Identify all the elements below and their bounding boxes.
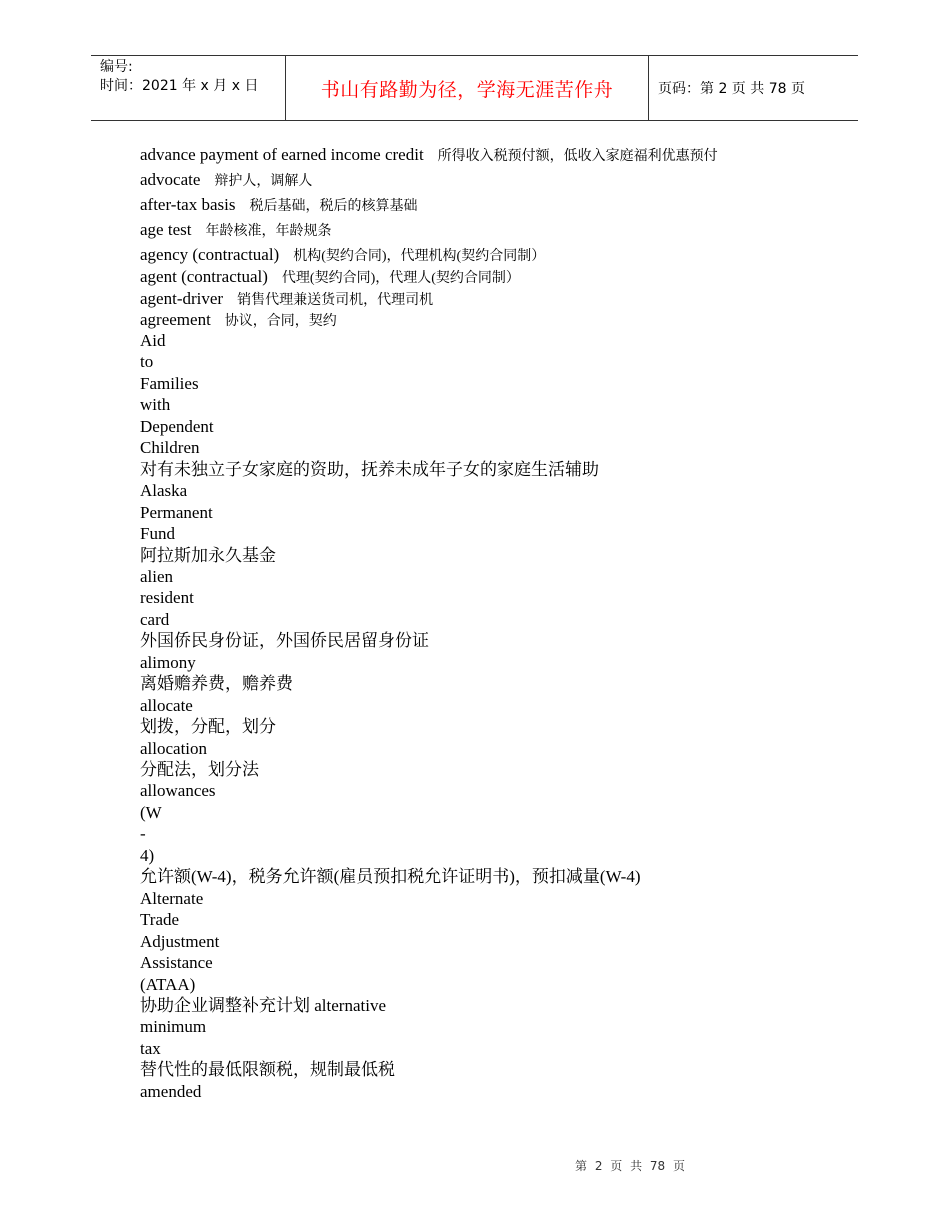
entry-definition: 税后基础，税后的核算基础 [249,199,418,214]
glossary-entry [140,245,545,267]
footer-page-number: 第 2 页 共 78 页 [575,1159,685,1173]
document-header [91,55,858,121]
glossary-line: Children [140,438,200,457]
entry-definition: 机构(契约合同)，代理机构(契约合同制） [293,249,546,264]
glossary-line: 阿拉斯加永久基金 [140,546,276,565]
glossary-line: 分配法，划分法 [140,760,259,779]
glossary-line: Alaska [140,481,188,500]
glossary-line: 允许额(W-4)，税务允许额(雇员预扣税允许证明书)，预扣减量(W-4) [140,867,641,886]
glossary-line: to [140,352,154,371]
glossary-entry [140,310,337,332]
glossary-entry [140,195,417,217]
glossary-line: allocate [140,696,193,715]
glossary-line: Families [140,374,199,393]
glossary-line: allowances [140,781,216,800]
entry-term: agent (contractual) [140,267,268,286]
header-page-cell [649,56,858,120]
page-footer [0,1157,950,1174]
header-meta-cell [91,56,286,120]
entry-term: age test [140,220,192,239]
glossary-line: Fund [140,524,175,543]
glossary-entry [140,267,520,289]
glossary-entry [140,289,433,311]
glossary-line: 划拨，分配，划分 [140,717,276,736]
header-motto-cell [286,56,649,120]
glossary-line: - [140,824,146,843]
glossary-line: alimony [140,653,196,672]
glossary-line: card [140,610,170,629]
glossary-line: tax [140,1039,161,1058]
glossary-entry [140,170,312,192]
entry-term: agent-driver [140,289,224,308]
motto-text: 书山有路勤为径，学海无涯苦作舟 [320,78,614,101]
glossary-line: Aid [140,331,166,350]
entry-term: agreement [140,310,211,329]
entry-definition: 所得收入税预付额，低收入家庭福利优惠预付 [437,149,718,164]
entry-term: agency (contractual) [140,245,280,264]
glossary-line: 协助企业调整补充计划 alternative [140,996,386,1015]
entry-definition: 年龄核准，年龄规条 [205,224,332,239]
glossary-line: Permanent [140,503,213,522]
entry-definition: 代理(契约合同)，代理人(契约合同制） [281,271,520,286]
glossary-line: 4) [140,846,155,865]
glossary-entry [140,145,718,167]
glossary-line: (ATAA) [140,975,196,994]
glossary-line: Assistance [140,953,213,972]
serial-label: 编号: [100,59,133,75]
glossary-line: 离婚赡养费，赡养费 [140,674,293,693]
glossary-line: (W [140,803,162,822]
entry-term: after-tax basis [140,195,236,214]
date-label: 时间：2021 年 x 月 x 日 [100,78,259,94]
entry-term: advance payment of earned income credit [140,145,424,164]
glossary-line: Alternate [140,889,204,908]
page-info: 页码：第 2 页 共 78 页 [658,81,805,97]
entry-definition: 辩护人，调解人 [214,174,313,189]
entry-definition: 协议，合同，契约 [224,314,337,329]
glossary-line: Dependent [140,417,214,436]
glossary-line: Trade [140,910,180,929]
glossary-line: with [140,395,171,414]
glossary-line: 替代性的最低限额税，规制最低税 [140,1060,395,1079]
glossary-entry [140,220,331,242]
glossary-line: Adjustment [140,932,220,951]
glossary-line: amended [140,1082,202,1101]
entry-term: advocate [140,170,201,189]
entry-definition: 销售代理兼送货司机，代理司机 [237,293,434,308]
glossary-line: resident [140,588,194,607]
glossary-line: alien [140,567,174,586]
glossary-line: 对有未独立子女家庭的资助，抚养未成年子女的家庭生活辅助 [140,460,599,479]
glossary-line: 外国侨民身份证，外国侨民居留身份证 [140,631,429,650]
glossary-line: allocation [140,739,208,758]
glossary-line: minimum [140,1017,207,1036]
